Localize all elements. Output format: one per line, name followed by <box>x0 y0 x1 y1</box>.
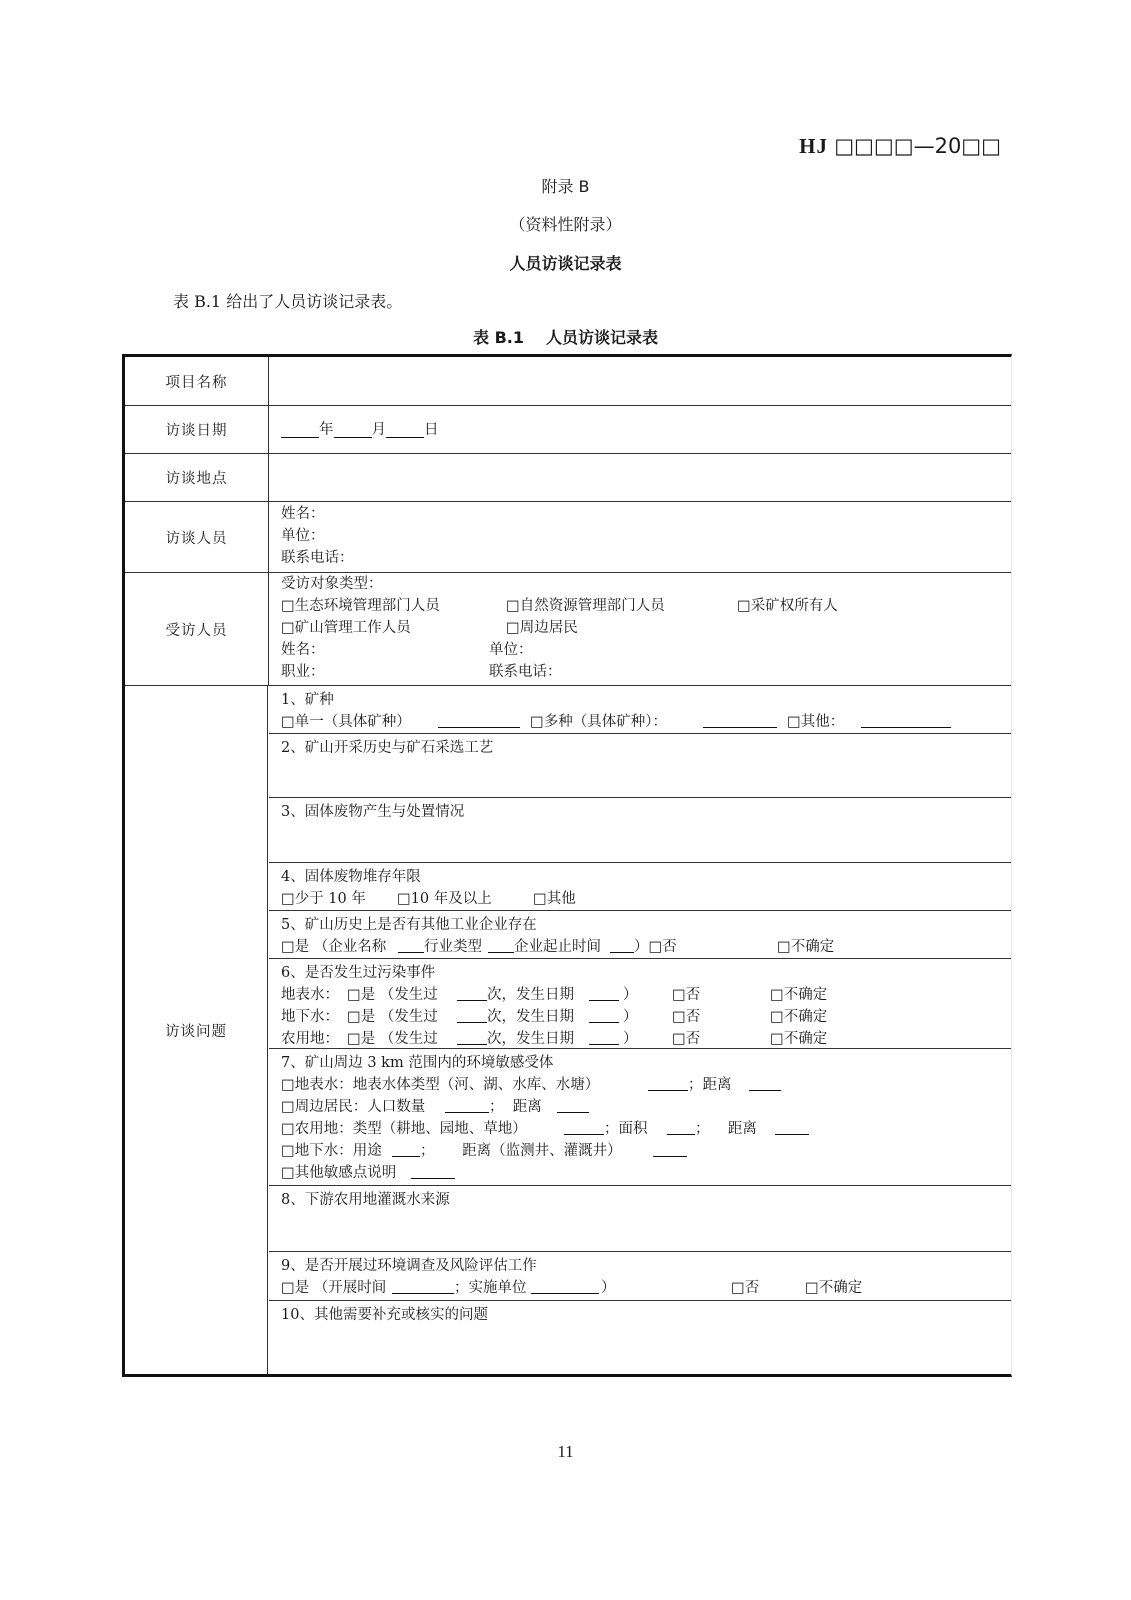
question-9-prior-assessment <box>269 1252 1011 1301</box>
row-project-name <box>125 357 1011 406</box>
q6-date-blank[interactable] <box>589 1006 619 1023</box>
q4-title: 4、固体废物堆存年限 <box>281 869 421 885</box>
q7-other-blank[interactable] <box>411 1162 455 1179</box>
q6-row-label: 农用地： <box>281 1031 339 1047</box>
q7-farmland-type-blank[interactable] <box>564 1118 604 1135</box>
q4-less-10-checkbox[interactable]: □少于 10 年 <box>281 891 366 907</box>
q5-yes-checkbox[interactable]: □是 （企业名称 <box>281 939 387 955</box>
q7-surface-water-dist-blank[interactable] <box>749 1074 781 1091</box>
standard-prefix: HJ <box>799 134 828 158</box>
question-10-other-issues[interactable] <box>269 1301 1011 1374</box>
q7-surface-water-type-blank[interactable] <box>648 1074 688 1091</box>
q6-uncertain-checkbox[interactable]: □不确定 <box>770 1009 828 1025</box>
q9-options <box>281 1277 1011 1299</box>
row-interview-date <box>125 406 1011 454</box>
q7-use-blank[interactable] <box>392 1140 420 1157</box>
project-name-field[interactable] <box>269 357 1011 405</box>
q5-period-blank[interactable] <box>610 936 634 953</box>
type-nearby-residents-checkbox[interactable]: □周边居民 <box>506 620 578 636</box>
q7-farmland-checkbox[interactable]: □农用地：类型（耕地、园地、草地） <box>281 1121 527 1137</box>
appendix-title: 附录 B <box>541 177 590 196</box>
q7-population-blank[interactable] <box>445 1096 489 1113</box>
q6-groundwater-row <box>281 1006 1011 1028</box>
q7-other-checkbox[interactable]: □其他敏感点说明 <box>281 1165 397 1181</box>
q9-unit-blank[interactable] <box>531 1277 599 1294</box>
table-caption <box>0 325 1131 348</box>
q10-title: 10、其他需要补充或核实的问题 <box>281 1307 488 1323</box>
q6-yes-checkbox[interactable]: □是 （发生过 <box>347 1031 438 1047</box>
q3-title: 3、固体废物产生与处置情况 <box>281 804 465 820</box>
interviewer-name[interactable]: 姓名： <box>281 506 325 522</box>
day-blank[interactable] <box>386 421 424 438</box>
question-5-other-enterprises <box>269 911 1011 959</box>
q7-residents-dist-blank[interactable] <box>557 1096 589 1113</box>
row-interview-place <box>125 454 1011 502</box>
q1-options <box>281 711 1011 733</box>
q5-industry-label: 行业类型 <box>424 939 482 955</box>
q6-title: 6、是否发生过污染事件 <box>281 965 436 981</box>
q6-date-blank[interactable] <box>589 1028 619 1045</box>
q7-groundwater-row <box>281 1140 1011 1162</box>
q4-options <box>281 888 1011 910</box>
interviewee-types-row-1 <box>281 595 1011 617</box>
interviewee-occupation[interactable]: 职业： <box>281 664 325 680</box>
interviewer-label: 访谈人员 <box>125 502 269 572</box>
q6-no-checkbox[interactable]: □否 <box>672 1009 701 1025</box>
q6-times-label: 次，发生日期 <box>487 987 574 1003</box>
type-natural-resources-dept-checkbox[interactable]: □自然资源管理部门人员 <box>506 598 665 614</box>
type-mining-right-owner-checkbox[interactable]: □采矿权所有人 <box>737 598 838 614</box>
q6-times-label: 次，发生日期 <box>487 1031 574 1047</box>
interviewee-fields <box>269 573 1011 685</box>
q7-residents-checkbox[interactable]: □周边居民：人口数量 <box>281 1099 426 1115</box>
q6-date-blank[interactable] <box>589 984 619 1001</box>
q6-times-blank[interactable] <box>457 984 487 1001</box>
q7-title: 7、矿山周边 3 km 范围内的环境敏感受体 <box>281 1055 554 1071</box>
q6-close: ） <box>623 987 638 1003</box>
interview-date-label: 访谈日期 <box>125 406 269 453</box>
q7-distance-label: ； 距离 <box>489 1099 542 1115</box>
question-7-sensitive-receptors <box>269 1049 1011 1186</box>
month-blank[interactable] <box>334 421 372 438</box>
page-number: 11 <box>557 1442 574 1461</box>
appendix-name: 人员访谈记录表 <box>509 254 622 273</box>
q7-distance-label: ； 距离 <box>695 1121 757 1137</box>
q7-distance-label: ；距离 <box>688 1077 732 1093</box>
interviewee-phone[interactable]: 联系电话： <box>489 664 562 680</box>
q6-farmland-row <box>281 1028 1011 1050</box>
q9-time-blank[interactable] <box>392 1277 454 1294</box>
standard-code <box>799 134 1001 159</box>
interviewee-types-row-2 <box>281 617 1011 639</box>
interviewee-type-title: 受访对象类型： <box>281 576 383 592</box>
q1-multiple-checkbox[interactable]: □多种（具体矿种）： <box>530 714 667 730</box>
q1-single-checkbox[interactable]: □单一（具体矿种） <box>281 714 411 730</box>
interview-date-field <box>269 406 1011 453</box>
q6-close: ） <box>623 1031 638 1047</box>
q6-uncertain-checkbox[interactable]: □不确定 <box>770 987 828 1003</box>
q6-yes-checkbox[interactable]: □是 （发生过 <box>347 1009 438 1025</box>
q5-industry-blank[interactable] <box>488 936 514 953</box>
q8-title: 8、下游农用地灌溉水来源 <box>281 1192 450 1208</box>
interviewer-phone[interactable]: 联系电话： <box>281 550 354 566</box>
q6-yes-checkbox[interactable]: □是 （发生过 <box>347 987 438 1003</box>
row-interviewer <box>125 502 1011 573</box>
q5-uncertain-checkbox[interactable]: □不确定 <box>777 939 835 955</box>
q7-surface-water-row <box>281 1074 1011 1096</box>
q9-close: ） <box>601 1280 616 1296</box>
q7-area-label: ；面积 <box>604 1121 648 1137</box>
interview-record-form <box>122 354 1012 1377</box>
standard-number-placeholder: □□□□—20□□ <box>834 134 1001 158</box>
interviewee-occupation-phone-row <box>281 661 1011 683</box>
project-name-label: 项目名称 <box>125 357 269 405</box>
q5-options <box>281 936 1011 958</box>
q7-farmland-row <box>281 1118 1011 1140</box>
interviewee-name[interactable]: 姓名： <box>281 642 325 658</box>
q7-area-blank[interactable] <box>667 1118 695 1135</box>
table-number: 表 B.1 <box>473 328 524 347</box>
question-4-storage-duration <box>269 863 1011 911</box>
interviewee-label: 受访人员 <box>125 573 269 685</box>
q9-title: 9、是否开展过环境调查及风险评估工作 <box>281 1258 537 1274</box>
q6-row-label: 地表水： <box>281 987 339 1003</box>
q7-other-row <box>281 1162 1011 1184</box>
q1-single-blank[interactable] <box>438 711 520 728</box>
q7-surface-water-checkbox[interactable]: □地表水：地表水体类型（河、湖、水库、水塘） <box>281 1077 600 1093</box>
interviewee-name-unit-row <box>281 639 1011 661</box>
questions-label: 访谈问题 <box>125 686 268 1374</box>
question-3-solid-waste[interactable] <box>269 798 1011 863</box>
month-label: 月 <box>371 421 386 438</box>
q6-times-label: 次，发生日期 <box>487 1009 574 1025</box>
q6-uncertain-checkbox[interactable]: □不确定 <box>770 1031 828 1047</box>
q6-times-blank[interactable] <box>457 1028 487 1045</box>
q6-no-checkbox[interactable]: □否 <box>672 987 701 1003</box>
q2-title: 2、矿山开采历史与矿石采选工艺 <box>281 740 494 756</box>
row-interviewee <box>125 573 1011 686</box>
interviewee-unit[interactable]: 单位： <box>489 642 533 658</box>
q4-10-plus-checkbox[interactable]: □10 年及以上 <box>397 891 492 907</box>
q5-period-label: 企业起止时间 <box>514 939 601 955</box>
intro-paragraph: 表 B.1 给出了人员访谈记录表。 <box>173 292 403 311</box>
type-eco-env-dept-checkbox[interactable]: □生态环境管理部门人员 <box>281 598 440 614</box>
q1-other-blank[interactable] <box>861 711 951 728</box>
interview-place-field[interactable] <box>269 454 1011 501</box>
q7-residents-row <box>281 1096 1011 1118</box>
question-2-mining-history[interactable] <box>269 734 1011 798</box>
day-label: 日 <box>424 421 439 438</box>
q6-row-label: 地下水： <box>281 1009 339 1025</box>
question-1-mineral-type <box>269 686 1011 734</box>
year-blank[interactable] <box>281 421 319 438</box>
interviewer-unit[interactable]: 单位： <box>281 528 325 544</box>
interview-place-label: 访谈地点 <box>125 454 269 501</box>
q9-unit-label: ；实施单位 <box>454 1280 527 1296</box>
q6-times-blank[interactable] <box>457 1006 487 1023</box>
q6-surface-water-row <box>281 984 1011 1006</box>
q5-name-blank[interactable] <box>398 936 424 953</box>
q1-multiple-blank[interactable] <box>703 711 777 728</box>
type-mine-staff-checkbox[interactable]: □矿山管理工作人员 <box>281 620 411 636</box>
q7-well-distance-label: ； 距离（监测井、灌溉井） <box>420 1143 622 1159</box>
q7-groundwater-checkbox[interactable]: □地下水：用途 <box>281 1143 382 1159</box>
interviewer-fields <box>269 502 1011 572</box>
year-label: 年 <box>319 421 334 438</box>
q9-yes-checkbox[interactable]: □是 （开展时间 <box>281 1280 387 1296</box>
q9-no-checkbox[interactable]: □否 <box>731 1280 760 1296</box>
q1-other-checkbox[interactable]: □其他： <box>787 714 845 730</box>
q7-farmland-dist-blank[interactable] <box>775 1118 809 1135</box>
q9-uncertain-checkbox[interactable]: □不确定 <box>805 1280 863 1296</box>
table-title: 人员访谈记录表 <box>545 328 658 347</box>
q5-title: 5、矿山历史上是否有其他工业企业存在 <box>281 917 537 933</box>
question-6-pollution-events <box>269 959 1011 1049</box>
q7-groundwater-dist-blank[interactable] <box>653 1140 687 1157</box>
q6-close: ） <box>623 1009 638 1025</box>
q4-other-checkbox[interactable]: □其他 <box>533 891 576 907</box>
appendix-subtitle: （资料性附录） <box>509 215 622 234</box>
q1-title: 1、矿种 <box>281 692 334 708</box>
q6-no-checkbox[interactable]: □否 <box>672 1031 701 1047</box>
q5-no-checkbox[interactable]: ）□否 <box>634 939 677 955</box>
question-8-irrigation-source[interactable] <box>269 1186 1011 1252</box>
